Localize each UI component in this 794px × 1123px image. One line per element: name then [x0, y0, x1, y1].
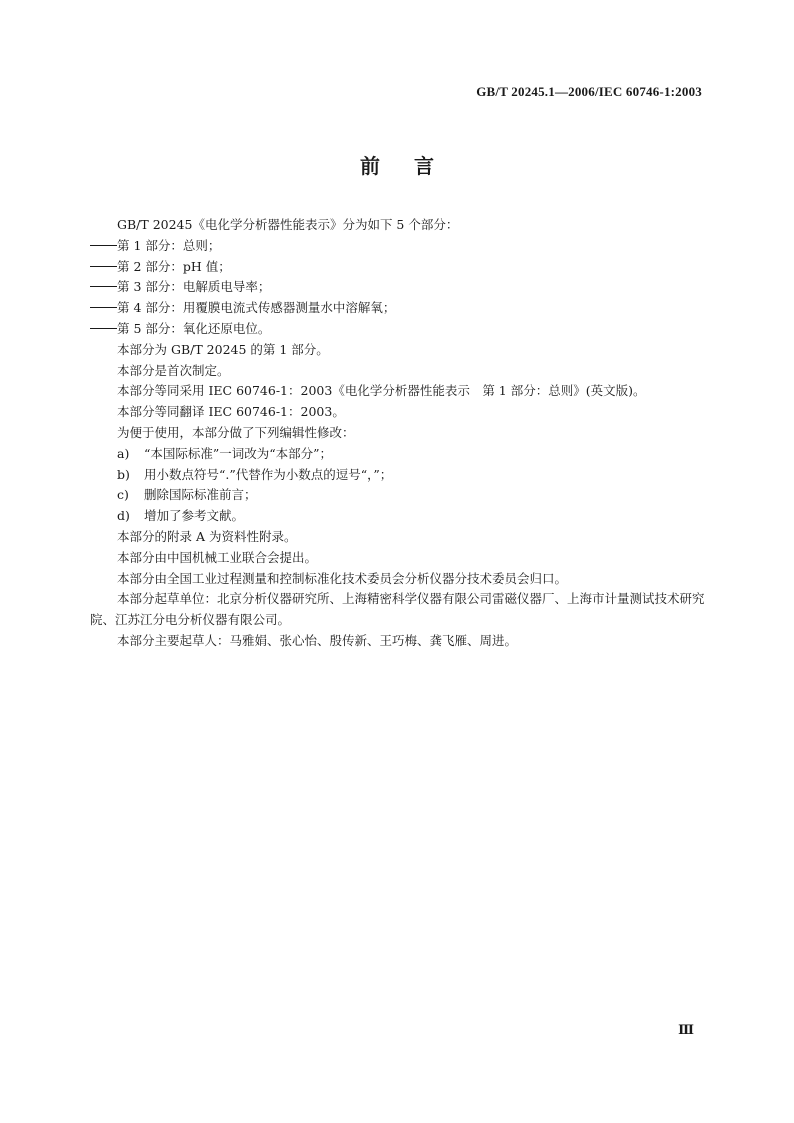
- edit-text: 删除国际标准前言；: [144, 487, 257, 503]
- edit-text: 增加了参考文献。: [144, 508, 245, 524]
- dash-mark: [90, 266, 117, 267]
- paragraph: 本部分主要起草人：马雅娟、张心怡、殷传新、王巧梅、龚飞雁、周进。: [117, 632, 518, 648]
- paragraph: 本部分由全国工业过程测量和控制标准化技术委员会分析仪器分技术委员会归口。: [117, 570, 568, 586]
- edit-list-item: [90, 444, 706, 465]
- list-marker: a): [117, 445, 130, 461]
- paragraph: 本部分起草单位：北京分析仪器研究所、上海精密科学仪器有限公司雷磁仪器厂、上海市计量测试技术研究院、江苏江分电分析仪器有限公司。: [90, 591, 705, 628]
- dash-mark: [90, 286, 117, 287]
- part-text: 第 4 部分：用覆膜电流式传感器测量水中溶解氧；: [117, 300, 396, 316]
- page-title: 前言: [360, 154, 468, 178]
- list-marker: d): [117, 508, 130, 524]
- edit-list-item: [90, 485, 706, 506]
- paragraph: 本部分等同翻译 IEC 60746-1：2003。: [117, 404, 345, 420]
- part-list-item: [90, 236, 706, 257]
- edit-text: 用小数点符号“.”代替作为小数点的逗号“，”；: [144, 466, 393, 482]
- paragraph: 为便于使用，本部分做了下列编辑性修改：: [117, 424, 355, 440]
- paragraph: 本部分的附录 A 为资料性附录。: [117, 528, 297, 544]
- part-text: 第 2 部分：pH 值；: [117, 258, 231, 274]
- part-list-item: [90, 257, 706, 278]
- paragraph: 本部分为 GB/T 20245 的第 1 部分。: [117, 341, 329, 357]
- part-list-item: [90, 319, 706, 340]
- part-list-item: [90, 298, 706, 319]
- paragraph: 本部分由中国机械工业联合会提出。: [117, 549, 318, 565]
- document-body: [90, 215, 706, 652]
- page-number: Ⅲ: [678, 1022, 694, 1037]
- standard-code: GB/T 20245.1—2006/IEC 60746-1:2003: [476, 84, 702, 99]
- part-text: 第 5 部分：氧化还原电位。: [117, 320, 271, 336]
- dash-mark: [90, 245, 117, 246]
- part-text: 第 3 部分：电解质电导率；: [117, 279, 271, 295]
- dash-mark: [90, 328, 117, 329]
- paragraph: 本部分是首次制定。: [117, 362, 230, 378]
- list-marker: c): [117, 487, 129, 503]
- dash-mark: [90, 307, 117, 308]
- intro-paragraph: GB/T 20245《电化学分析器性能表示》分为如下 5 个部分：: [117, 217, 459, 232]
- edit-text: “本国际标准”一词改为“本部分”；: [144, 445, 333, 461]
- part-text: 第 1 部分：总则；: [117, 237, 221, 253]
- paragraph: 本部分等同采用 IEC 60746-1：2003《电化学分析器性能表示 第 1 部分：总则》(英文版)。: [117, 383, 646, 399]
- edit-list-item: [90, 506, 706, 527]
- part-list-item: [90, 277, 706, 298]
- list-marker: b): [117, 466, 130, 482]
- edit-list-item: [90, 465, 706, 486]
